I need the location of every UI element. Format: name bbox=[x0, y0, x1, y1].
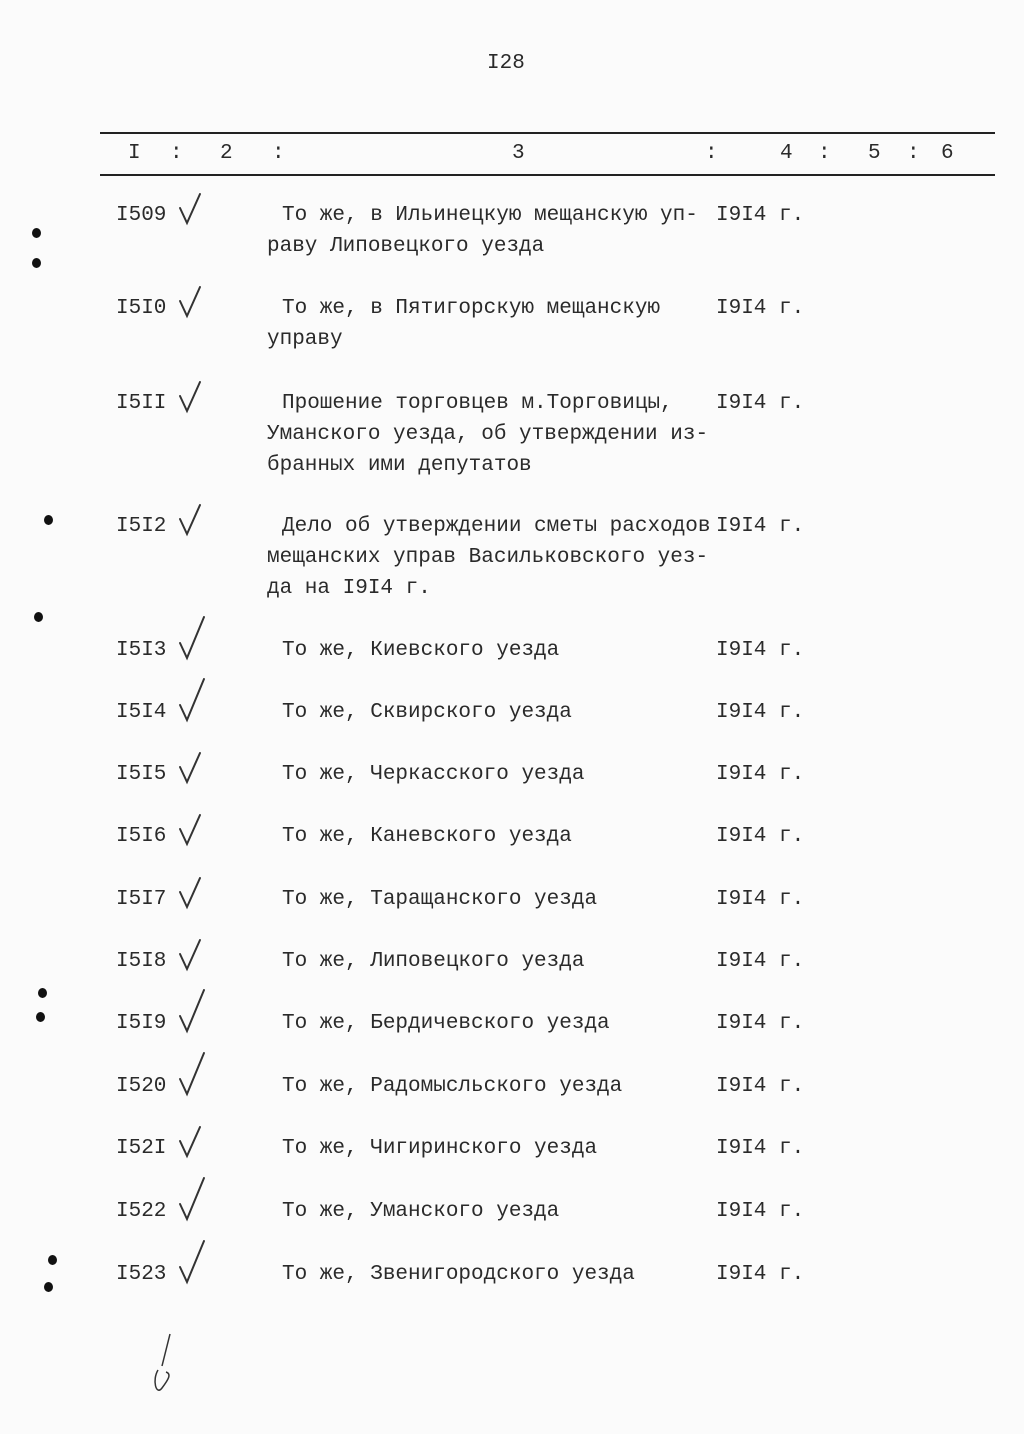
column-header-cell: : bbox=[818, 142, 831, 165]
column-header-cell: 6 bbox=[941, 142, 954, 165]
entry-description-line: да на I9I4 г. bbox=[267, 577, 431, 600]
entry-description-line: То же, Сквирского уезда bbox=[282, 701, 572, 724]
column-header-cell: 2 bbox=[220, 142, 233, 165]
entry-number: I5I3 bbox=[116, 639, 167, 662]
entry-number: I5I9 bbox=[116, 1012, 167, 1035]
entry-year: I9I4 г. bbox=[716, 1137, 805, 1160]
entry-year: I9I4 г. bbox=[716, 1012, 805, 1035]
entry-year: I9I4 г. bbox=[716, 825, 805, 848]
entry-number: I522 bbox=[116, 1200, 167, 1223]
entry-year: I9I4 г. bbox=[716, 1263, 805, 1286]
checkmark-icon bbox=[172, 924, 212, 974]
entry-description-line: То же, Липовецкого уезда bbox=[282, 950, 585, 973]
entry-description-line: То же, в Ильинецкую мещанскую уп- bbox=[282, 204, 698, 227]
entry-description-line: Уманского уезда, об утверждении из- bbox=[267, 423, 709, 446]
entry-description-line: То же, Каневского уезда bbox=[282, 825, 572, 848]
entry-number: I5I5 bbox=[116, 763, 167, 786]
checkmark-icon bbox=[172, 271, 212, 321]
entry-description-line: управу bbox=[267, 328, 343, 351]
entry-description-line: То же, Таращанского уезда bbox=[282, 888, 598, 911]
binder-hole-mark bbox=[34, 612, 43, 622]
checkmark-icon bbox=[172, 799, 212, 849]
column-header-cell: : bbox=[907, 142, 920, 165]
checkmark-icon bbox=[172, 613, 212, 663]
checkmark-icon bbox=[172, 1237, 212, 1287]
entry-year: I9I4 г. bbox=[716, 763, 805, 786]
binder-hole-mark bbox=[38, 988, 47, 998]
header-top-rule bbox=[100, 132, 995, 134]
entry-description-line: То же, Бердичевского уезда bbox=[282, 1012, 610, 1035]
entry-number: I52I bbox=[116, 1137, 167, 1160]
entry-year: I9I4 г. bbox=[716, 639, 805, 662]
checkmark-icon bbox=[172, 675, 212, 725]
checkmark-icon bbox=[172, 1174, 212, 1224]
entry-year: I9I4 г. bbox=[716, 204, 805, 227]
entry-description-line: То же, Черкасского уезда bbox=[282, 763, 585, 786]
entry-description-line: То же, Радомысльского уезда bbox=[282, 1075, 623, 1098]
binder-hole-mark bbox=[44, 1282, 53, 1292]
binder-hole-mark bbox=[48, 1255, 57, 1265]
entry-number: I5I7 bbox=[116, 888, 167, 911]
entry-description-line: То же, Уманского уезда bbox=[282, 1200, 560, 1223]
column-header-cell: : bbox=[705, 142, 718, 165]
column-header-cell: : bbox=[170, 142, 183, 165]
entry-description-line: бранных ими депутатов bbox=[267, 454, 532, 477]
checkmark-icon bbox=[172, 489, 212, 539]
entry-description-line: Дело об утверждении сметы расходов bbox=[282, 515, 711, 538]
binder-hole-mark bbox=[32, 258, 41, 268]
entry-year: I9I4 г. bbox=[716, 515, 805, 538]
entry-year: I9I4 г. bbox=[716, 1075, 805, 1098]
entry-year: I9I4 г. bbox=[716, 888, 805, 911]
entry-number: I5I2 bbox=[116, 515, 167, 538]
column-header-cell: 5 bbox=[868, 142, 881, 165]
entry-number: I5I4 bbox=[116, 701, 167, 724]
column-header-cell: 4 bbox=[780, 142, 793, 165]
binder-hole-mark bbox=[44, 515, 53, 525]
entry-number: I509 bbox=[116, 204, 167, 227]
entry-number: I520 bbox=[116, 1075, 167, 1098]
entry-description-line: То же, Чигиринского уезда bbox=[282, 1137, 598, 1160]
binder-hole-mark bbox=[36, 1012, 45, 1022]
column-header-cell: : bbox=[272, 142, 285, 165]
entry-description-line: То же, Звенигородского уезда bbox=[282, 1263, 635, 1286]
checkmark-icon bbox=[172, 862, 212, 912]
entry-year: I9I4 г. bbox=[716, 1200, 805, 1223]
entry-number: I523 bbox=[116, 1263, 167, 1286]
entry-description-line: То же, в Пятигорскую мещанскую bbox=[282, 297, 661, 320]
entry-year: I9I4 г. bbox=[716, 950, 805, 973]
checkmark-icon bbox=[172, 737, 212, 787]
entry-year: I9I4 г. bbox=[716, 297, 805, 320]
entry-description-line: мещанских управ Васильковского уез- bbox=[267, 546, 709, 569]
entry-number: I5I6 bbox=[116, 825, 167, 848]
entry-description-line: раву Липовецкого уезда bbox=[267, 235, 545, 258]
handwritten-mark-icon bbox=[148, 1330, 188, 1400]
checkmark-icon bbox=[172, 366, 212, 416]
column-header-cell: I bbox=[128, 142, 141, 165]
page-number: I28 bbox=[487, 52, 525, 75]
entry-number: I5I0 bbox=[116, 297, 167, 320]
binder-hole-mark bbox=[32, 228, 41, 238]
checkmark-icon bbox=[172, 178, 212, 228]
column-header-cell: 3 bbox=[512, 142, 525, 165]
entry-year: I9I4 г. bbox=[716, 392, 805, 415]
checkmark-icon bbox=[172, 1111, 212, 1161]
checkmark-icon bbox=[172, 986, 212, 1036]
entry-description-line: Прошение торговцев м.Торговицы, bbox=[282, 392, 673, 415]
entry-description-line: То же, Киевского уезда bbox=[282, 639, 560, 662]
checkmark-icon bbox=[172, 1049, 212, 1099]
entry-year: I9I4 г. bbox=[716, 701, 805, 724]
header-bottom-rule bbox=[100, 174, 995, 176]
entry-number: I5II bbox=[116, 392, 167, 415]
entry-number: I5I8 bbox=[116, 950, 167, 973]
